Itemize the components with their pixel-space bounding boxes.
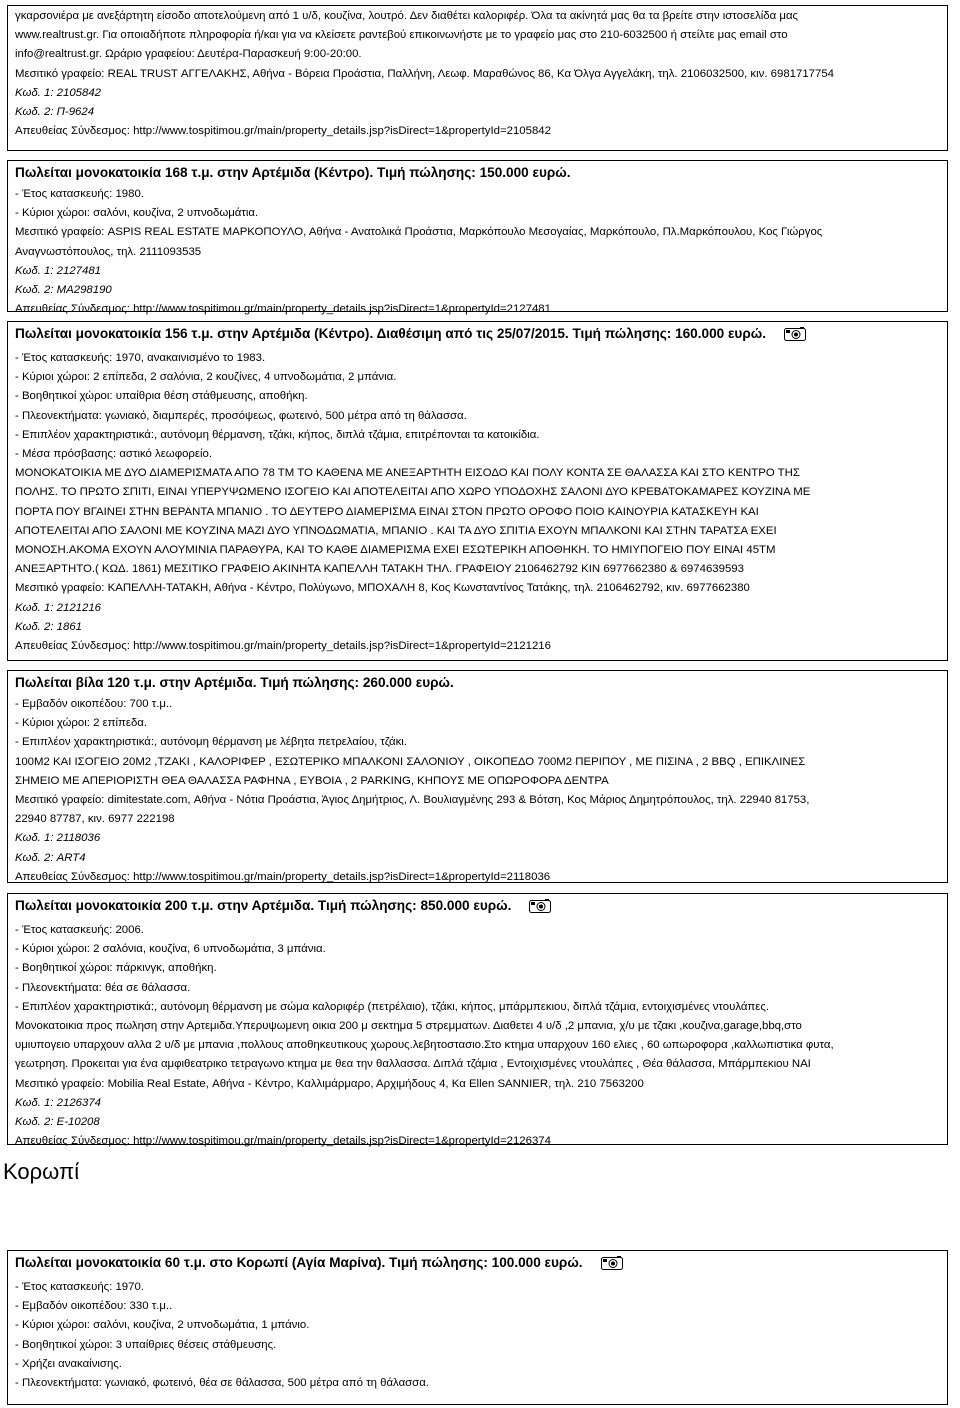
listing-description: γκαρσονιέρα με ανεξάρτητη είσοδο αποτελούμενη από 1 υ/δ, κουζίνα, λουτρό. Δεν διαθέτει καλοριφέρ. Όλα τα ακίνητά μας θα τα βρείτε στην ιστοσελίδα μας	[15, 10, 799, 22]
listing-description: 100Μ2 ΚΑΙ ΙΣΟΓΕΙΟ 20Μ2 ,ΤΖΑΚΙ , ΚΑΛΟΡΙΦΕΡ , ΕΣΩΤΕΡΙΚΟ ΜΠΑΛΚΟΝΙ ΣΑΛΟΝΙΟΥ , ΟΙΚΟΠΕΔΟ 700Μ2 ΠΕΡΙΠΟΥ , ΜΕ ΠΙΣΙΝΑ , 2 BBQ , ΕΠΙΚΛΙΝΕΣ	[15, 755, 806, 768]
listing-title[interactable]: Πωλείται μονοκατοικία 200 τ.μ. στην Αρτέμιδα. Τιμή πώλησης: 850.000 ευρώ.	[15, 898, 512, 913]
code-1: Κωδ. 1: 2121216	[15, 601, 101, 614]
feature-line: - Εμβαδόν οικοπέδου: 700 τ.μ..	[15, 698, 173, 710]
code-1: Κωδ. 1: 2126374	[15, 1096, 101, 1109]
agent-info: Μεσιτικό γραφείο: ΚΑΠΕΛΛΗ-ΤΑΤΑΚΗ, Αθήνα - Κέντρο, Πολύγωνο, ΜΠΟΧΑΛΗ 8, Κος Κωνσταντίνος Τατάκης, τηλ. 2106462792, κιν. 6977662380	[15, 582, 750, 595]
listing-title[interactable]: Πωλείται βίλα 120 τ.μ. στην Αρτέμιδα. Τιμή πώλησης: 260.000 ευρώ.	[15, 675, 454, 690]
listing-description: www.realtrust.gr. Για οποιαδήποτε πληροφορία ή/και για να κλείσετε ραντεβού επικοινωνήστε με το γραφείο μας στο 210-6032500 ή στείλτε μας email στο	[15, 29, 788, 42]
listing-description: ΑΠΟΤΕΛΕΙΤΑΙ ΑΠΟ ΣΑΛΟΝΙ ΜΕ ΚΟΥΖΙΝΑ ΜΑΖΙ ΔΥΟ ΥΠΝΟΔΩΜΑΤΙΑ, ΜΠΑΝΙΟ . ΚΑΙ ΤΑ ΔΥΟ ΣΠΙΤΙΑ ΕΧΟΥΝ ΜΠΑΛΚΟΝΙ ΚΑΙ ΣΤΗΝ ΤΑΡΑΤΣΑ ΕΧΕΙ	[15, 524, 777, 537]
direct-link[interactable]: Απευθείας Σύνδεσμος: http://www.tospitimou.gr/main/property_details.jsp?isDirect=1&propertyId=2105842	[15, 125, 551, 138]
listing-description: ΠΟΡΤΑ ΠΟΥ ΒΓΑΙΝΕΙ ΣΤΗΝ ΒΕΡΑΝΤΑ ΜΠΑΝΙΟ . ΤΟ ΔΕΥΤΕΡΟ ΔΙΑΜΕΡΙΣΜΑ ΕΙΝΑΙ ΣΤΟΝ ΠΡΩΤΟ ΟΡΟΦΟ ΠΟΙΟ ΚΑΙΝΟΥΡΙΑ ΚΑΤΑΣΚΕΥΗ ΚΑΙ	[15, 505, 759, 518]
feature-line: - Κύριοι χώροι: σαλόνι, κουζίνα, 2 υπνοδωμάτια.	[15, 207, 259, 220]
listing-card	[7, 670, 948, 883]
listing-title[interactable]: Πωλείται μονοκατοικία 60 τ.μ. στο Κορωπί (Αγία Μαρίνα). Τιμή πώλησης: 100.000 ευρώ.	[15, 1255, 583, 1270]
listing-description: ΜΟΝΟΣΗ.ΑΚΟΜΑ ΕΧΟΥΝ ΑΛΟΥΜΙΝΙΑ ΠΑΡΑΘΥΡΑ, ΚΑΙ ΤΟ ΚΑΘΕ ΔΙΑΜΕΡΙΣΜΑ ΕΧΕΙ ΕΣΩΤΕΡΙΚΗ ΑΠΟΘΗΚΗ. ΤΟ ΗΜΙΥΠΟΓΕΙΟ ΠΟΥ ΕΙΝΑΙ 45ΤΜ	[15, 544, 776, 557]
feature-line: - Χρήζει ανακαίνισης.	[15, 1357, 122, 1370]
feature-line: - Έτος κατασκευής: 1970, ανακαινισμένο το 1983.	[15, 352, 266, 364]
listing-title[interactable]: Πωλείται μονοκατοικία 156 τ.μ. στην Αρτέμιδα (Κέντρο). Διαθέσιμη από τις 25/07/2015. Τιμή πώλησης: 160.000 ευρώ.	[15, 326, 767, 341]
listing-description: γεωτρηση. Προκειται για ένα αμφιθεατρικο τετραγωνο κτημα με θεα την θαλλασσα. Διπλά τζάμια , Εντοιχισμένες ντουλάπες , Θέα θάλασσα, Μπάρμπεκιου ΝΑΙ	[15, 1058, 811, 1071]
code-2: Κωδ. 2: 1861	[15, 620, 82, 633]
agent-info: Μεσιτικό γραφείο: ASPIS REAL ESTATE ΜΑΡΚΟΠΟΥΛΟ, Αθήνα - Ανατολικά Προάστια, Μαρκόπουλο Μεσογαίας, Μαρκόπουλο, Πλ.Μαρκόπουλου, Κος Γιώργος	[15, 226, 823, 239]
listing-title-row	[15, 1252, 940, 1276]
feature-line: - Μέσα πρόσβασης: αστικό λεωφορείο.	[15, 448, 213, 461]
feature-line: - Επιπλέον χαρακτηριστικά:, αυτόνομη θέρμανση με λέβητα πετρελαίου, τζάκι.	[15, 736, 407, 749]
feature-line: - Πλεονεκτήματα: γωνιακό, διαμπερές, προσόψεως, φωτεινό, 500 μέτρα από τη θάλασσα.	[15, 409, 467, 422]
feature-line: - Κύριοι χώροι: 2 σαλόνια, κουζίνα, 6 υπνοδωμάτια, 3 μπάνια.	[15, 943, 326, 956]
agent-info: Μεσιτικό γραφείο: Mobilia Real Estate, Αθήνα - Κέντρο, Καλλιμάρμαρο, Αρχιμήδους 4, Κα Ellen SANNIER, τηλ. 210 7563200	[15, 1077, 644, 1090]
agent-info: Μεσιτικό γραφείο: dimitestate.com, Αθήνα - Νότια Προάστια, Άγιος Δημήτριος, Λ. Βουλιαγμένης 293 & Βότση, Κος Μάριος Δημητρόπουλος, τηλ. 22940 81753,	[15, 794, 810, 807]
listing-description: ΑΝΕΞΑΡΤΗΤΟ.( ΚΩΔ. 1861) ΜΕΣΙΤΙΚΟ ΓΡΑΦΕΙΟ ΑΚΙΝΗΤΑ ΚΑΠΕΛΛΗ ΤΑΤΑΚΗ ΤΗΛ. ΓΡΑΦΕΙΟΥ 2106462792 ΚΙΝ 6977662380 & 6974639593	[15, 563, 744, 576]
feature-line: - Επιπλέον χαρακτηριστικά:, αυτόνομη θέρμανση με σώμα καλοριφέρ (πετρέλαιο), τζάκι, κήπος, μπάρμπεκιου, διπλά τζάμια, εντοιχισμένες ντουλάπες.	[15, 1000, 770, 1013]
agent-info: Μεσιτικό γραφείο: REAL TRUST ΑΓΓΕΛΑΚΗΣ, Αθήνα - Βόρεια Προάστια, Παλλήνη, Λεωφ. Μαραθώνος 86, Κα Όλγα Αγγελάκη, τηλ. 2106032500, κιν. 6981717754	[15, 67, 835, 80]
agent-info: 22940 87787, κιν. 6977 222198	[15, 813, 175, 826]
code-2: Κωδ. 2: ΜΑ298190	[15, 284, 112, 297]
listing-title-row	[15, 323, 940, 347]
listing-card	[7, 893, 948, 1148]
code-1: Κωδ. 1: 2105842	[15, 86, 101, 99]
listing-title[interactable]: Πωλείται μονοκατοικία 168 τ.μ. στην Αρτέμιδα (Κέντρο). Τιμή πώλησης: 150.000 ευρώ.	[15, 165, 571, 180]
feature-line: - Βοηθητικοί χώροι: 3 υπαίθριες θέσεις στάθμευσης.	[15, 1338, 277, 1351]
feature-line: - Βοηθητικοί χώροι: πάρκινγκ, αποθήκη.	[15, 962, 217, 975]
feature-line: - Κύριοι χώροι: σαλόνι, κουζίνα, 2 υπνοδωμάτια, 1 μπάνιο.	[15, 1319, 310, 1332]
direct-link[interactable]: Απευθείας Σύνδεσμος: http://www.tospitimou.gr/main/property_details.jsp?isDirect=1&propertyId=2118036	[15, 870, 551, 883]
code-2: Κωδ. 2: Π-9624	[15, 106, 95, 119]
direct-link[interactable]: Απευθείας Σύνδεσμος: http://www.tospitimou.gr/main/property_details.jsp?isDirect=1&propertyId=2126374	[15, 1135, 551, 1148]
feature-line: - Κύριοι χώροι: 2 επίπεδα, 2 σαλόνια, 2 κουζίνες, 4 υπνοδωμάτια, 2 μπάνια.	[15, 371, 397, 384]
feature-line: - Πλεονεκτήματα: θέα σε θάλασσα.	[15, 981, 191, 994]
feature-line: - Έτος κατασκευής: 1980.	[15, 188, 144, 200]
feature-line: - Πλεονεκτήματα: γωνιακό, φωτεινό, θέα σε θάλασσα, 500 μέτρα από τη θάλασσα.	[15, 1377, 429, 1390]
feature-line: - Βοηθητικοί χώροι: υπαίθρια θέση στάθμευσης, αποθήκη.	[15, 390, 308, 403]
code-1: Κωδ. 1: 2127481	[15, 264, 101, 277]
camera-icon[interactable]	[529, 898, 551, 919]
listing-description: Μονοκατοικια προς πωληση στην Αρτεμιδα.Υπερυψωμενη οικια 200 μ σεκτημα 5 στρεμματων. Διαθετει 4 υ/δ ,2 μπανια, χ/υ με τζακι ,κουζινα,garage,bbq,στο	[15, 1020, 802, 1033]
code-1: Κωδ. 1: 2118036	[15, 832, 101, 845]
code-2: Κωδ. 2: ART4	[15, 851, 86, 864]
listing-card	[7, 5, 948, 151]
listing-card	[7, 1250, 948, 1405]
camera-icon[interactable]	[601, 1255, 623, 1276]
listing-card	[7, 321, 948, 661]
feature-line: - Έτος κατασκευής: 2006.	[15, 924, 144, 936]
feature-line: - Έτος κατασκευής: 1970.	[15, 1281, 144, 1293]
feature-line: - Εμβαδόν οικοπέδου: 330 τ.μ..	[15, 1300, 173, 1313]
listing-description: υμιυπογειο υπαρχουν αλλα 2 υ/δ με μπανια ,πολλους αποθηκευτικους χωρους.λεβητοστασιο.Στο κτημα υπαρχουν 160 ελιες , 60 ωπωροφορα ,καλλωπιστικα φυτα,	[15, 1039, 834, 1052]
feature-line: - Κύριοι χώροι: 2 επίπεδα.	[15, 717, 148, 730]
section-title: Κορωπί	[3, 1159, 80, 1184]
direct-link[interactable]: Απευθείας Σύνδεσμος: http://www.tospitimou.gr/main/property_details.jsp?isDirect=1&propertyId=2121216	[15, 640, 551, 653]
agent-info: Αναγνωστόπουλος, τηλ. 2111093535	[15, 245, 202, 258]
direct-link[interactable]: Απευθείας Σύνδεσμος: http://www.tospitimou.gr/main/property_details.jsp?isDirect=1&propertyId=2127481	[15, 303, 551, 316]
camera-icon[interactable]	[784, 326, 806, 347]
code-2: Κωδ. 2: Ε-10208	[15, 1116, 100, 1129]
listing-title-row	[15, 895, 940, 919]
listing-description: ΣΗΜΕΙΟ ΜΕ ΑΠΕΡΙΟΡΙΣΤΗ ΘΕΑ ΘΑΛΑΣΣΑ ΡΑΦΗΝΑ , ΕΥΒΟΙΑ , 2 PARKING, ΚΗΠΟΥΣ ΜΕ ΟΠΩΡΟΦΟΡΑ ΔΕΝΤΡΑ	[15, 774, 609, 787]
feature-line: - Επιπλέον χαρακτηριστικά:, αυτόνομη θέρμανση, τζάκι, κήπος, διπλά τζάμια, επιτρέπονται τα κατοικίδια.	[15, 428, 540, 441]
listing-description: info@realtrust.gr. Ωράριο γραφείου: Δευτέρα-Παρασκευή 9:00-20:00.	[15, 48, 362, 61]
listing-description: ΠΟΛΗΣ. ΤΟ ΠΡΩΤΟ ΣΠΙΤΙ, ΕΙΝΑΙ ΥΠΕΡΥΨΩΜΕΝΟ ΙΣΟΓΕΙΟ ΚΑΙ ΑΠΟΤΕΛΕΙΤΑΙ ΑΠΟ ΧΩΡΟ ΥΠΟΔΟΧΗΣ ΣΑΛΟΝΙ ΔΥΟ ΚΡΕΒΑΤΟΚΑΜΑΡΕΣ ΚΟΥΖΙΝΑ ΜΕ	[15, 486, 811, 499]
listing-description: ΜΟΝΟΚΑΤΟΙΚΙΑ ΜΕ ΔΥΟ ΔΙΑΜΕΡΙΣΜΑΤΑ ΑΠΟ 78 ΤΜ ΤΟ ΚΑΘΕΝΑ ΜΕ ΑΝΕΞΑΡΤΗΤΗ ΕΙΣΟΔΟ ΚΑΙ ΠΟΛΥ ΚΟΝΤΑ ΣΕ ΘΑΛΑΣΣΑ ΚΑΙ ΣΤΟ ΚΕΝΤΡΟ ΤΗΣ	[15, 467, 800, 480]
listing-card	[7, 160, 948, 316]
